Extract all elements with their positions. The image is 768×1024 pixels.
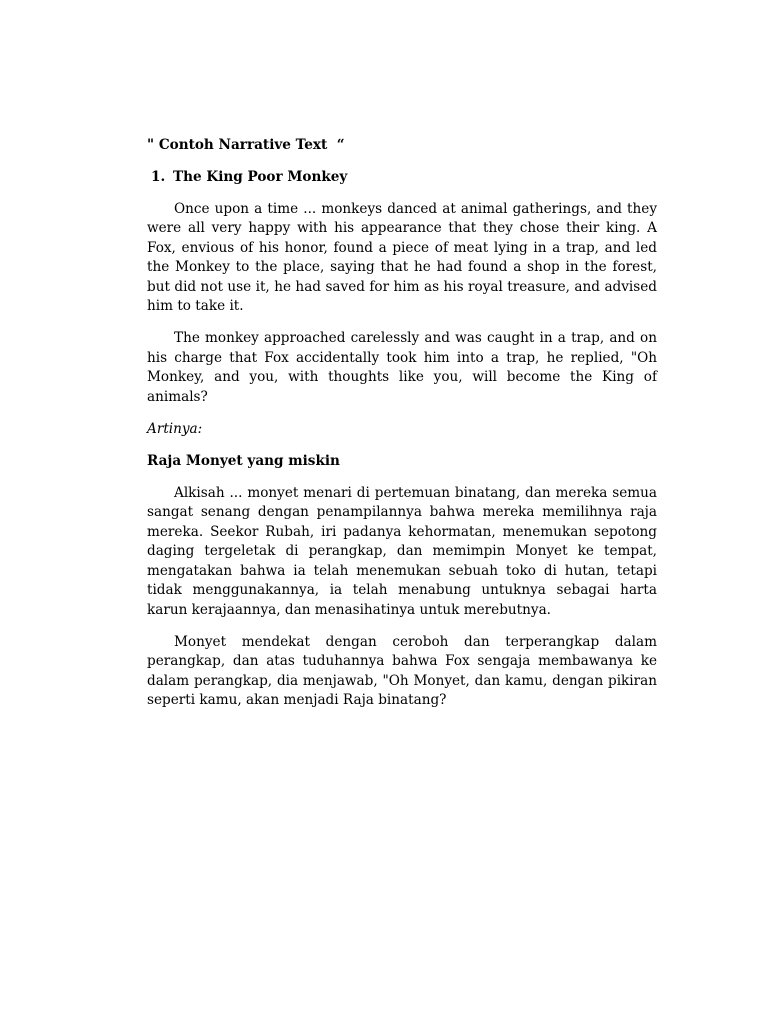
english-paragraph: The monkey approached carelessly and was caught in a trap, and on his charge that Fox accidentally took him into a trap, he replied, "Oh Monkey, and you, with thoughts like you, will become the King of animals?	[147, 330, 657, 405]
section-heading	[147, 168, 657, 188]
document-page	[147, 136, 657, 723]
indonesian-paragraph: Alkisah ... monyet menari di pertemuan binatang, dan mereka semua sangat senang dengan penampilannya bahwa mereka memilihnya raja mereka. Seekor Rubah, iri padanya kehormatan, menemukan sepotong daging tergeletak di perangkap, dan memimpin Monyet ke tempat, mengatakan bahwa ia telah menemukan sebuah toko di hutan, tetapi tidak menggunakannya, ia telah menabung untuknya sebagai harta karun kerajaannya, dan menasihatinya untuk merebutnya.	[147, 484, 657, 618]
document-title: " Contoh Narrative Text “	[147, 137, 345, 153]
section-number: 1.	[151, 168, 166, 185]
section-title: The King Poor Monkey	[173, 168, 348, 185]
translation-label: Artinya:	[147, 420, 203, 437]
english-paragraph: Once upon a time ... monkeys danced at animal gatherings, and they were all very happy with his appearance that they chose their king. A Fox, envious of his honor, found a piece of meat lying in a trap, and led the Monkey to the place, saying that he had found a shop in the forest, but did not use it, he had saved for him as his royal treasure, and advised him to take it.	[147, 200, 657, 314]
indonesian-paragraph: Monyet mendekat dengan ceroboh dan terperangkap dalam perangkap, dan atas tuduhannya bahwa Fox sengaja membawanya ke dalam perangkap, dia menjawab, "Oh Monyet, dan kamu, dengan pikiran seperti kamu, akan menjadi Raja binatang?	[147, 633, 657, 708]
translation-heading: Raja Monyet yang miskin	[147, 452, 340, 469]
